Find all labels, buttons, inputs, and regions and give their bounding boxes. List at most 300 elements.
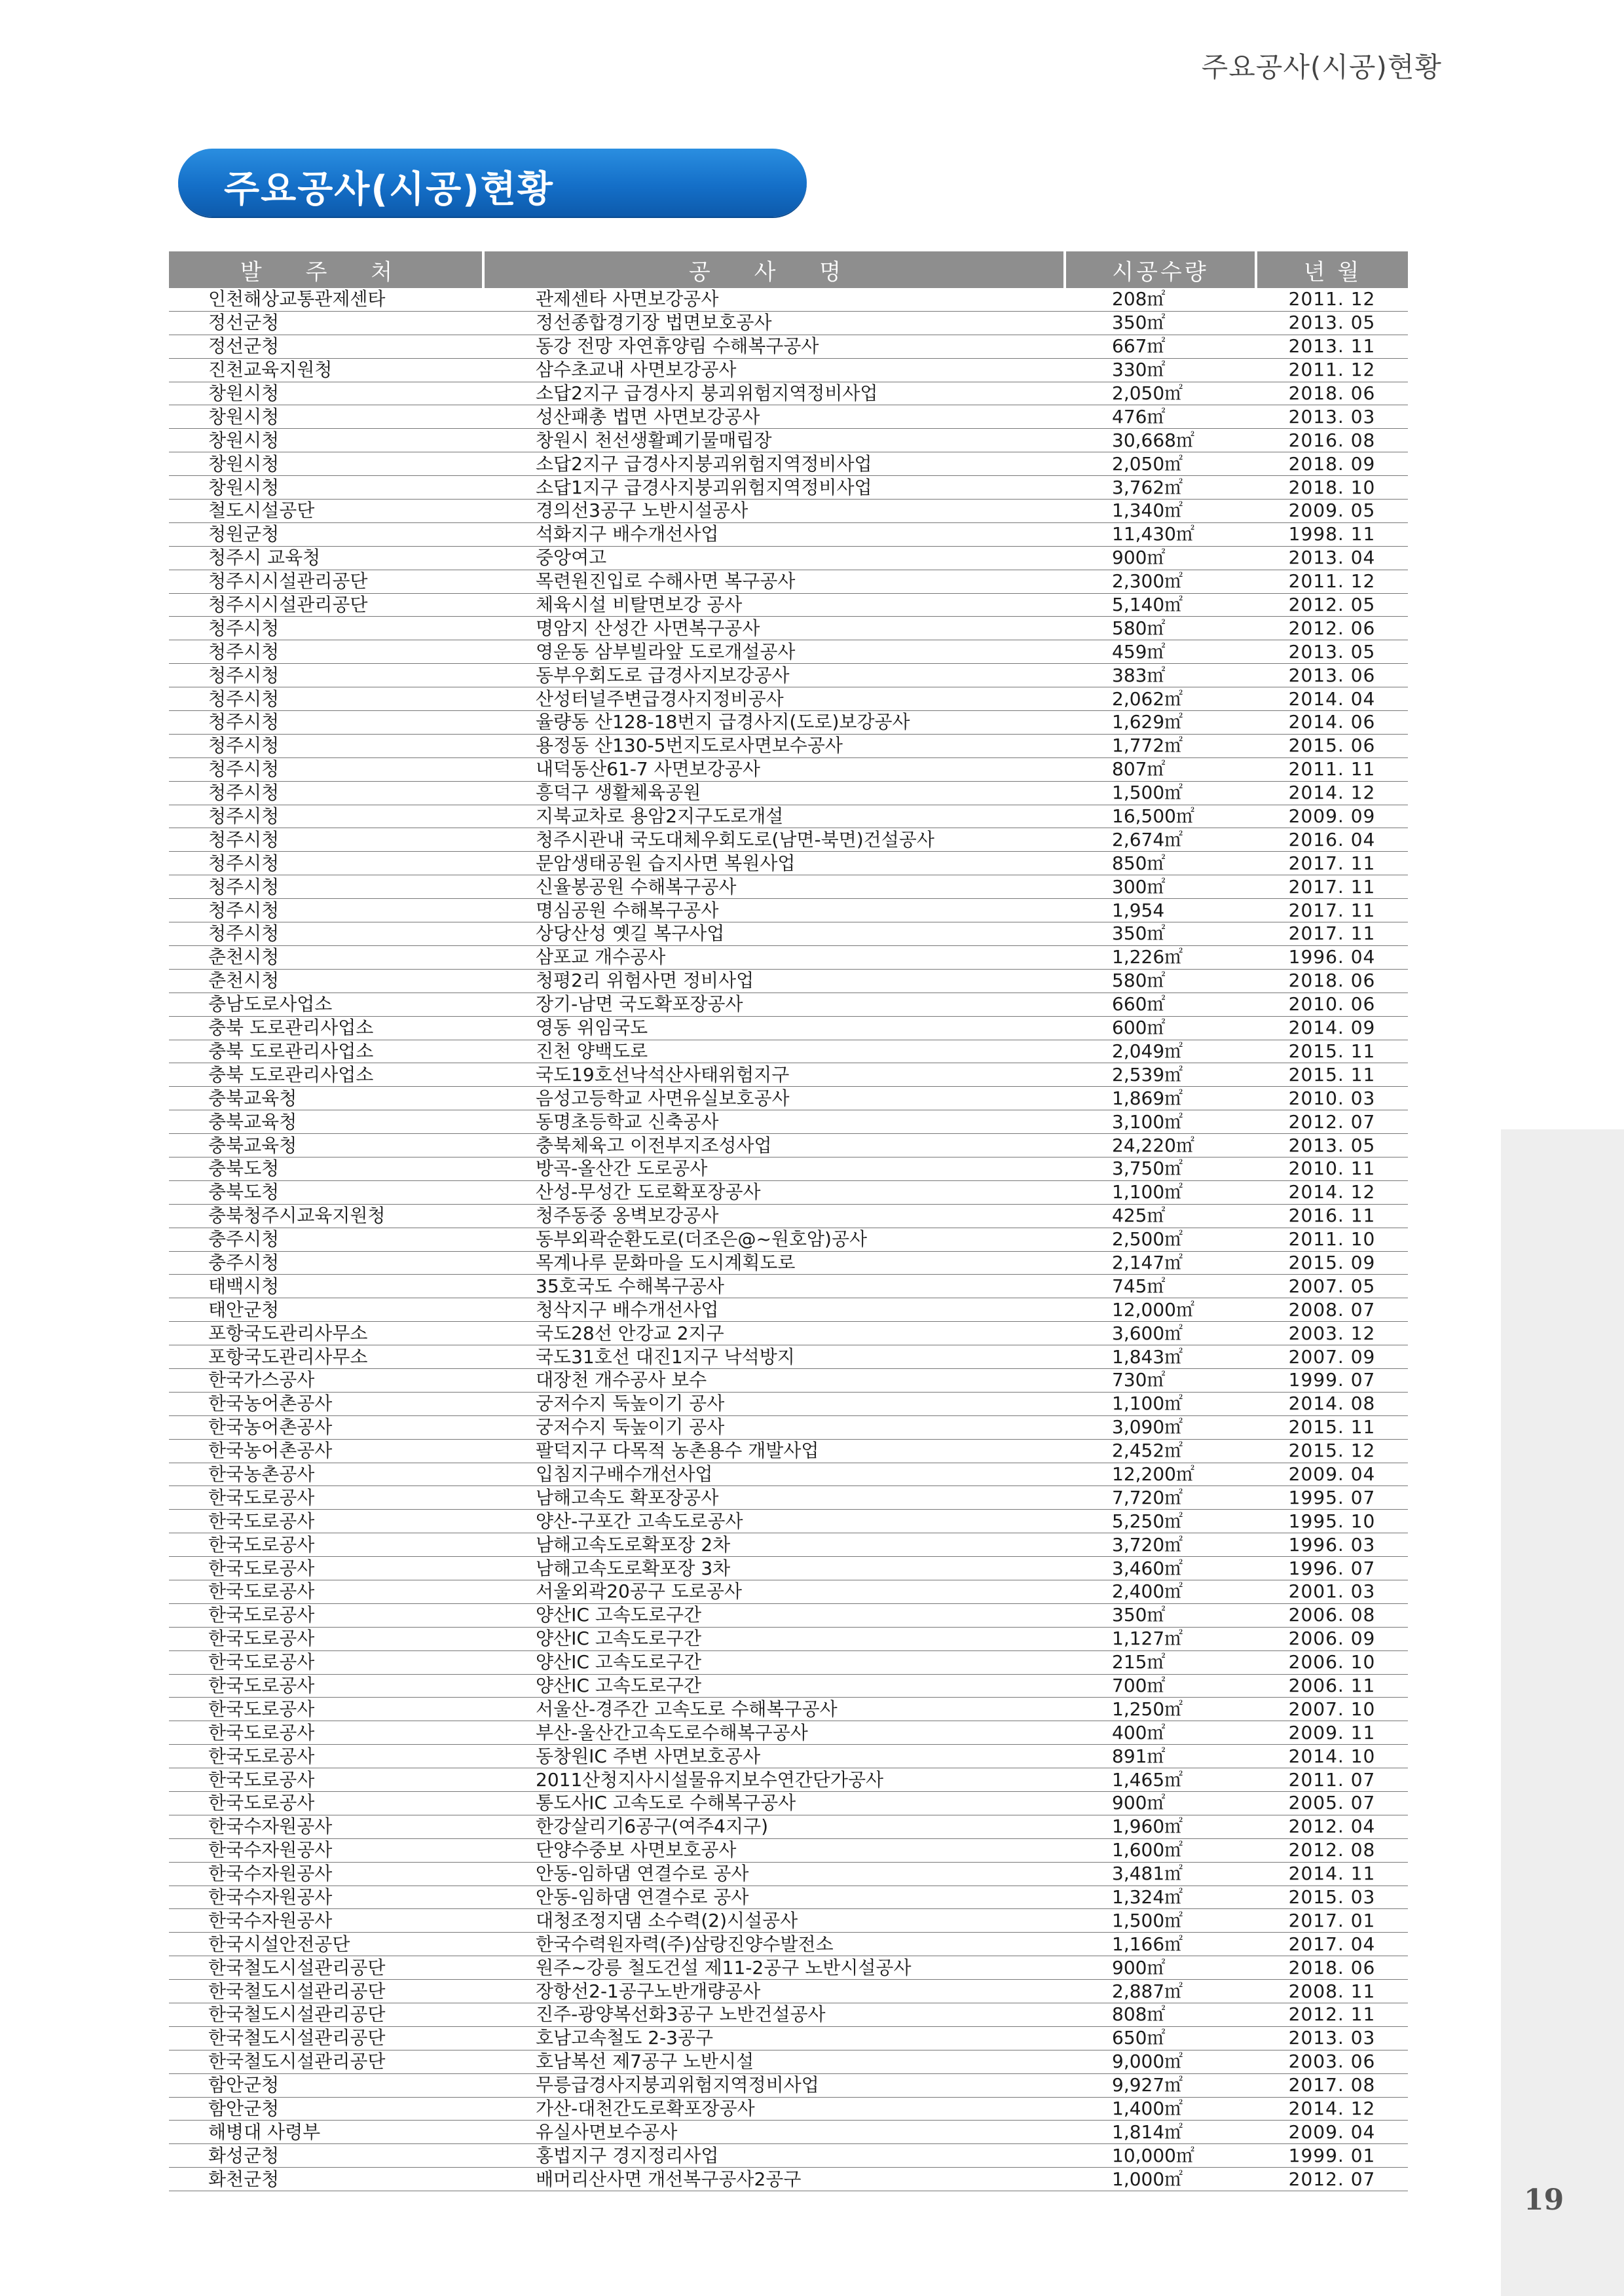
column-header-project: 공 사 명 bbox=[483, 251, 1065, 288]
row-area: 330㎡ bbox=[1065, 358, 1256, 382]
row-area: 425㎡ bbox=[1065, 1204, 1256, 1228]
table-row bbox=[169, 2097, 1408, 2121]
row-project-name: 중앙여고 bbox=[483, 546, 1065, 570]
row-area: 11,430㎡ bbox=[1065, 522, 1256, 546]
row-client: 창원시청 bbox=[169, 405, 483, 429]
row-client: 충북교육청 bbox=[169, 1087, 483, 1110]
row-client: 포항국도관리사무소 bbox=[169, 1322, 483, 1345]
row-area: 2,539㎡ bbox=[1065, 1063, 1256, 1087]
row-year-month: 2013. 03 bbox=[1256, 405, 1408, 429]
row-project-name: 동부외곽순환도로(더조은@~원호암)공사 bbox=[483, 1228, 1065, 1251]
row-area: 1,340㎡ bbox=[1065, 500, 1256, 523]
row-client: 한국수자원공사 bbox=[169, 1886, 483, 1909]
row-client: 청주시청 bbox=[169, 852, 483, 875]
row-area: 1,954 bbox=[1065, 899, 1256, 922]
row-project-name: 진천 양백도로 bbox=[483, 1040, 1065, 1063]
row-area: 24,220㎡ bbox=[1065, 1134, 1256, 1157]
row-year-month: 2015. 09 bbox=[1256, 1251, 1408, 1275]
row-area: 1,629㎡ bbox=[1065, 711, 1256, 735]
row-year-month: 2017. 11 bbox=[1256, 922, 1408, 946]
table-row bbox=[169, 1533, 1408, 1557]
row-year-month: 2018. 09 bbox=[1256, 452, 1408, 476]
row-client: 충북 도로관리사업소 bbox=[169, 1016, 483, 1040]
column-header-client: 발 주 처 bbox=[169, 251, 483, 288]
row-project-name: 궁저수지 둑높이기 공사 bbox=[483, 1415, 1065, 1439]
table-row bbox=[169, 969, 1408, 993]
table-row bbox=[169, 1627, 1408, 1650]
table-row bbox=[169, 1838, 1408, 1862]
row-client: 한국농어촌공사 bbox=[169, 1415, 483, 1439]
row-project-name: 동부우회도로 급경사지보강공사 bbox=[483, 664, 1065, 687]
row-client: 화천군청 bbox=[169, 2168, 483, 2191]
row-year-month: 2011. 11 bbox=[1256, 757, 1408, 781]
row-client: 청주시청 bbox=[169, 617, 483, 640]
table-row bbox=[169, 358, 1408, 382]
table-row bbox=[169, 1251, 1408, 1275]
row-area: 1,324㎡ bbox=[1065, 1886, 1256, 1909]
row-project-name: 가산-대천간도로확포장공사 bbox=[483, 2097, 1065, 2121]
table-row bbox=[169, 2121, 1408, 2144]
row-client: 한국철도시설관리공단 bbox=[169, 2003, 483, 2027]
row-client: 한국도로공사 bbox=[169, 1674, 483, 1698]
row-client: 태백시청 bbox=[169, 1275, 483, 1298]
row-project-name: 산성-무성간 도로확포장공사 bbox=[483, 1180, 1065, 1204]
row-project-name: 흥덕구 생활체육공원 bbox=[483, 781, 1065, 805]
row-area: 3,600㎡ bbox=[1065, 1322, 1256, 1345]
row-year-month: 2001. 03 bbox=[1256, 1580, 1408, 1603]
row-area: 16,500㎡ bbox=[1065, 805, 1256, 828]
row-project-name: 소답2지구 급경사지붕괴위험지역정비사업 bbox=[483, 452, 1065, 476]
row-year-month: 2014. 10 bbox=[1256, 1745, 1408, 1768]
table-row bbox=[169, 1322, 1408, 1345]
row-project-name: 목련원진입로 수해사면 복구공사 bbox=[483, 570, 1065, 593]
row-client: 창원시청 bbox=[169, 429, 483, 452]
table-row bbox=[169, 1721, 1408, 1745]
row-year-month: 2011. 12 bbox=[1256, 288, 1408, 311]
row-year-month: 2011. 10 bbox=[1256, 1228, 1408, 1251]
row-area: 208㎡ bbox=[1065, 288, 1256, 311]
row-area: 807㎡ bbox=[1065, 757, 1256, 781]
row-client: 함안군청 bbox=[169, 2073, 483, 2097]
table-row bbox=[169, 1228, 1408, 1251]
row-client: 충북도청 bbox=[169, 1180, 483, 1204]
table-row bbox=[169, 2050, 1408, 2073]
row-area: 745㎡ bbox=[1065, 1275, 1256, 1298]
row-area: 580㎡ bbox=[1065, 617, 1256, 640]
table-header-row bbox=[169, 251, 1408, 288]
row-year-month: 2014. 08 bbox=[1256, 1392, 1408, 1415]
row-year-month: 2011. 07 bbox=[1256, 1768, 1408, 1792]
row-area: 2,300㎡ bbox=[1065, 570, 1256, 593]
row-client: 한국철도시설관리공단 bbox=[169, 2050, 483, 2073]
row-area: 350㎡ bbox=[1065, 311, 1256, 335]
row-area: 2,049㎡ bbox=[1065, 1040, 1256, 1063]
table-row bbox=[169, 1674, 1408, 1698]
row-project-name: 양산IC 고속도로구간 bbox=[483, 1603, 1065, 1627]
table-row bbox=[169, 500, 1408, 523]
row-year-month: 2010. 06 bbox=[1256, 993, 1408, 1016]
row-area: 7,720㎡ bbox=[1065, 1486, 1256, 1510]
row-year-month: 2014. 12 bbox=[1256, 781, 1408, 805]
row-area: 2,452㎡ bbox=[1065, 1439, 1256, 1463]
table-row bbox=[169, 875, 1408, 899]
row-client: 청주시청 bbox=[169, 687, 483, 711]
row-area: 1,814㎡ bbox=[1065, 2121, 1256, 2144]
table-row bbox=[169, 1134, 1408, 1157]
table-row bbox=[169, 2026, 1408, 2050]
row-year-month: 2018. 06 bbox=[1256, 1956, 1408, 1980]
row-area: 891㎡ bbox=[1065, 1745, 1256, 1768]
row-area: 600㎡ bbox=[1065, 1016, 1256, 1040]
row-client: 한국도로공사 bbox=[169, 1721, 483, 1745]
row-client: 한국수자원공사 bbox=[169, 1815, 483, 1838]
row-year-month: 2014. 09 bbox=[1256, 1016, 1408, 1040]
row-year-month: 2014. 04 bbox=[1256, 687, 1408, 711]
row-year-month: 2007. 10 bbox=[1256, 1698, 1408, 1721]
row-project-name: 양산-구포간 고속도로공사 bbox=[483, 1510, 1065, 1533]
row-area: 1,500㎡ bbox=[1065, 781, 1256, 805]
row-area: 1,600㎡ bbox=[1065, 1838, 1256, 1862]
table-row bbox=[169, 1157, 1408, 1180]
table-row bbox=[169, 1698, 1408, 1721]
row-area: 12,200㎡ bbox=[1065, 1463, 1256, 1486]
row-client: 청주시 교육청 bbox=[169, 546, 483, 570]
row-area: 30,668㎡ bbox=[1065, 429, 1256, 452]
row-area: 3,762㎡ bbox=[1065, 476, 1256, 500]
row-project-name: 청삭지구 배수개선사업 bbox=[483, 1298, 1065, 1322]
table-row bbox=[169, 945, 1408, 969]
row-project-name: 대장천 개수공사 보수 bbox=[483, 1368, 1065, 1392]
row-project-name: 경의선3공구 노반시설공사 bbox=[483, 500, 1065, 523]
row-project-name: 동명초등학교 신축공사 bbox=[483, 1110, 1065, 1134]
row-year-month: 2007. 05 bbox=[1256, 1275, 1408, 1298]
table-row bbox=[169, 1063, 1408, 1087]
row-area: 580㎡ bbox=[1065, 969, 1256, 993]
row-project-name: 대청조정지댐 소수력(2)시설공사 bbox=[483, 1909, 1065, 1933]
construction-table-container bbox=[169, 251, 1408, 2191]
row-client: 청원군청 bbox=[169, 522, 483, 546]
row-client: 한국도로공사 bbox=[169, 1698, 483, 1721]
table-row bbox=[169, 1510, 1408, 1533]
row-project-name: 무릉급경사지붕괴위험지역정비사업 bbox=[483, 2073, 1065, 2097]
row-client: 한국도로공사 bbox=[169, 1580, 483, 1603]
row-area: 3,460㎡ bbox=[1065, 1557, 1256, 1580]
row-project-name: 상당산성 옛길 복구사업 bbox=[483, 922, 1065, 946]
row-year-month: 2013. 05 bbox=[1256, 1134, 1408, 1157]
row-client: 포항국도관리사무소 bbox=[169, 1345, 483, 1369]
table-row bbox=[169, 1603, 1408, 1627]
table-row bbox=[169, 899, 1408, 922]
row-client: 한국시설안전공단 bbox=[169, 1933, 483, 1956]
row-client: 한국수자원공사 bbox=[169, 1838, 483, 1862]
row-year-month: 2015. 11 bbox=[1256, 1040, 1408, 1063]
row-client: 충북교육청 bbox=[169, 1110, 483, 1134]
row-area: 1,166㎡ bbox=[1065, 1933, 1256, 1956]
row-area: 2,500㎡ bbox=[1065, 1228, 1256, 1251]
row-year-month: 1999. 07 bbox=[1256, 1368, 1408, 1392]
row-area: 1,960㎡ bbox=[1065, 1815, 1256, 1838]
row-year-month: 2003. 06 bbox=[1256, 2050, 1408, 2073]
row-client: 춘천시청 bbox=[169, 945, 483, 969]
row-year-month: 2010. 11 bbox=[1256, 1157, 1408, 1180]
row-year-month: 2006. 11 bbox=[1256, 1674, 1408, 1698]
row-client: 해병대 사령부 bbox=[169, 2121, 483, 2144]
row-project-name: 문암생태공원 습지사면 복원사업 bbox=[483, 852, 1065, 875]
row-client: 청주시청 bbox=[169, 757, 483, 781]
table-row bbox=[169, 2144, 1408, 2168]
row-year-month: 2008. 07 bbox=[1256, 1298, 1408, 1322]
table-row bbox=[169, 2003, 1408, 2027]
row-client: 청주시청 bbox=[169, 899, 483, 922]
row-year-month: 2012. 05 bbox=[1256, 593, 1408, 617]
table-row bbox=[169, 1768, 1408, 1792]
row-project-name: 팔덕지구 다목적 농촌용수 개발사업 bbox=[483, 1439, 1065, 1463]
row-project-name: 안동-임하댐 연결수로 공사 bbox=[483, 1886, 1065, 1909]
row-area: 900㎡ bbox=[1065, 1792, 1256, 1815]
table-row bbox=[169, 1087, 1408, 1110]
table-row bbox=[169, 664, 1408, 687]
side-shade bbox=[1501, 1129, 1624, 2296]
row-client: 한국도로공사 bbox=[169, 1792, 483, 1815]
row-area: 459㎡ bbox=[1065, 640, 1256, 664]
row-area: 9,000㎡ bbox=[1065, 2050, 1256, 2073]
row-client: 충남도로사업소 bbox=[169, 993, 483, 1016]
table-row bbox=[169, 922, 1408, 946]
table-row bbox=[169, 522, 1408, 546]
row-client: 태안군청 bbox=[169, 1298, 483, 1322]
row-year-month: 1999. 01 bbox=[1256, 2144, 1408, 2168]
row-project-name: 국도31호선 대진1지구 낙석방지 bbox=[483, 1345, 1065, 1369]
row-project-name: 음성고등학교 사면유실보호공사 bbox=[483, 1087, 1065, 1110]
row-year-month: 2003. 12 bbox=[1256, 1322, 1408, 1345]
table-row bbox=[169, 640, 1408, 664]
row-client: 충주시청 bbox=[169, 1228, 483, 1251]
row-year-month: 2007. 09 bbox=[1256, 1345, 1408, 1369]
row-project-name: 남해고속도 확포장공사 bbox=[483, 1486, 1065, 1510]
row-year-month: 2016. 08 bbox=[1256, 429, 1408, 452]
row-year-month: 2017. 11 bbox=[1256, 875, 1408, 899]
row-client: 충북 도로관리사업소 bbox=[169, 1063, 483, 1087]
row-client: 한국도로공사 bbox=[169, 1533, 483, 1557]
row-client: 청주시시설관리공단 bbox=[169, 593, 483, 617]
row-client: 충북도청 bbox=[169, 1157, 483, 1180]
table-row bbox=[169, 1415, 1408, 1439]
row-client: 창원시청 bbox=[169, 452, 483, 476]
row-year-month: 2018. 06 bbox=[1256, 969, 1408, 993]
row-year-month: 2013. 11 bbox=[1256, 335, 1408, 358]
table-row bbox=[169, 1439, 1408, 1463]
row-year-month: 2018. 06 bbox=[1256, 382, 1408, 405]
row-year-month: 1996. 07 bbox=[1256, 1557, 1408, 1580]
row-project-name: 체육시설 비탈면보강 공사 bbox=[483, 593, 1065, 617]
row-year-month: 2010. 03 bbox=[1256, 1087, 1408, 1110]
row-year-month: 2011. 12 bbox=[1256, 358, 1408, 382]
row-project-name: 서울외곽20공구 도로공사 bbox=[483, 1580, 1065, 1603]
row-client: 청주시청 bbox=[169, 805, 483, 828]
table-row bbox=[169, 1580, 1408, 1603]
row-client: 한국철도시설관리공단 bbox=[169, 1980, 483, 2003]
row-year-month: 2005. 07 bbox=[1256, 1792, 1408, 1815]
row-year-month: 2017. 08 bbox=[1256, 2073, 1408, 2097]
page-number: 19 bbox=[1524, 2183, 1564, 2217]
row-project-name: 소답1지구 급경사지붕괴위험지역정비사업 bbox=[483, 476, 1065, 500]
row-project-name: 성산패총 법면 사면보강공사 bbox=[483, 405, 1065, 429]
row-year-month: 2012. 06 bbox=[1256, 617, 1408, 640]
row-client: 청주시청 bbox=[169, 875, 483, 899]
row-year-month: 2015. 12 bbox=[1256, 1439, 1408, 1463]
row-project-name: 용정동 산130-5번지도로사면보수공사 bbox=[483, 734, 1065, 757]
table-row bbox=[169, 1650, 1408, 1674]
row-area: 3,100㎡ bbox=[1065, 1110, 1256, 1134]
table-row bbox=[169, 288, 1408, 311]
row-project-name: 청평2리 위험사면 정비사업 bbox=[483, 969, 1065, 993]
row-year-month: 2015. 03 bbox=[1256, 1886, 1408, 1909]
row-project-name: 명암지 산성간 사면복구공사 bbox=[483, 617, 1065, 640]
row-area: 1,226㎡ bbox=[1065, 945, 1256, 969]
table-row bbox=[169, 335, 1408, 358]
row-project-name: 안동-임하댐 연결수로 공사 bbox=[483, 1862, 1065, 1886]
row-project-name: 산성터널주변급경사지정비공사 bbox=[483, 687, 1065, 711]
table-row bbox=[169, 617, 1408, 640]
row-client: 충주시청 bbox=[169, 1251, 483, 1275]
row-area: 2,400㎡ bbox=[1065, 1580, 1256, 1603]
table-row bbox=[169, 1180, 1408, 1204]
row-project-name: 청주동중 옹벽보강공사 bbox=[483, 1204, 1065, 1228]
row-year-month: 1996. 03 bbox=[1256, 1533, 1408, 1557]
table-row bbox=[169, 311, 1408, 335]
row-year-month: 2013. 05 bbox=[1256, 640, 1408, 664]
row-client: 화성군청 bbox=[169, 2144, 483, 2168]
row-project-name: 진주-광양복선화3공구 노반건설공사 bbox=[483, 2003, 1065, 2027]
row-year-month: 1996. 04 bbox=[1256, 945, 1408, 969]
row-client: 한국농촌공사 bbox=[169, 1463, 483, 1486]
row-area: 350㎡ bbox=[1065, 922, 1256, 946]
row-client: 한국도로공사 bbox=[169, 1627, 483, 1650]
row-year-month: 2006. 10 bbox=[1256, 1650, 1408, 1674]
row-client: 정선군청 bbox=[169, 335, 483, 358]
row-year-month: 2012. 07 bbox=[1256, 1110, 1408, 1134]
row-client: 청주시청 bbox=[169, 640, 483, 664]
row-area: 1,400㎡ bbox=[1065, 2097, 1256, 2121]
row-year-month: 1995. 10 bbox=[1256, 1510, 1408, 1533]
table-row bbox=[169, 429, 1408, 452]
table-row bbox=[169, 452, 1408, 476]
row-client: 한국도로공사 bbox=[169, 1486, 483, 1510]
row-project-name: 충북체육고 이전부지조성사업 bbox=[483, 1134, 1065, 1157]
row-year-month: 2017. 01 bbox=[1256, 1909, 1408, 1933]
row-area: 3,720㎡ bbox=[1065, 1533, 1256, 1557]
row-project-name: 목계나루 문화마을 도시계획도로 bbox=[483, 1251, 1065, 1275]
title-banner bbox=[178, 149, 807, 217]
row-project-name: 명심공원 수해복구공사 bbox=[483, 899, 1065, 922]
row-project-name: 홍법지구 경지정리사업 bbox=[483, 2144, 1065, 2168]
table-row bbox=[169, 1980, 1408, 2003]
row-project-name: 남해고속도로확포장 2차 bbox=[483, 1533, 1065, 1557]
table-row bbox=[169, 2168, 1408, 2191]
row-client: 한국수자원공사 bbox=[169, 1909, 483, 1933]
table-row bbox=[169, 382, 1408, 405]
row-area: 2,147㎡ bbox=[1065, 1251, 1256, 1275]
running-header: 주요공사(시공)현황 bbox=[1201, 51, 1442, 83]
row-project-name: 국도28선 안강교 2지구 bbox=[483, 1322, 1065, 1345]
row-client: 진천교육지원청 bbox=[169, 358, 483, 382]
table-row bbox=[169, 1886, 1408, 1909]
table-row bbox=[169, 1933, 1408, 1956]
row-year-month: 2013. 06 bbox=[1256, 664, 1408, 687]
table-row bbox=[169, 1792, 1408, 1815]
row-year-month: 2009. 11 bbox=[1256, 1721, 1408, 1745]
row-project-name: 동창원IC 주변 사면보호공사 bbox=[483, 1745, 1065, 1768]
row-year-month: 2006. 08 bbox=[1256, 1603, 1408, 1627]
row-year-month: 2012. 04 bbox=[1256, 1815, 1408, 1838]
row-year-month: 2018. 10 bbox=[1256, 476, 1408, 500]
row-area: 1,000㎡ bbox=[1065, 2168, 1256, 2191]
row-client: 한국가스공사 bbox=[169, 1368, 483, 1392]
row-client: 청주시청 bbox=[169, 922, 483, 946]
row-year-month: 1995. 07 bbox=[1256, 1486, 1408, 1510]
row-area: 5,250㎡ bbox=[1065, 1510, 1256, 1533]
table-row bbox=[169, 828, 1408, 852]
table-row bbox=[169, 1275, 1408, 1298]
row-area: 383㎡ bbox=[1065, 664, 1256, 687]
row-client: 한국도로공사 bbox=[169, 1745, 483, 1768]
row-project-name: 남해고속도로확포장 3차 bbox=[483, 1557, 1065, 1580]
row-area: 2,674㎡ bbox=[1065, 828, 1256, 852]
row-client: 한국도로공사 bbox=[169, 1510, 483, 1533]
row-project-name: 동강 전망 자연휴양림 수해복구공사 bbox=[483, 335, 1065, 358]
row-area: 300㎡ bbox=[1065, 875, 1256, 899]
row-year-month: 2013. 04 bbox=[1256, 546, 1408, 570]
row-area: 1,250㎡ bbox=[1065, 1698, 1256, 1721]
row-client: 충북 도로관리사업소 bbox=[169, 1040, 483, 1063]
table-row bbox=[169, 734, 1408, 757]
row-area: 9,927㎡ bbox=[1065, 2073, 1256, 2097]
table-row bbox=[169, 1368, 1408, 1392]
table-row bbox=[169, 757, 1408, 781]
row-year-month: 2006. 09 bbox=[1256, 1627, 1408, 1650]
table-row bbox=[169, 852, 1408, 875]
row-year-month: 2016. 11 bbox=[1256, 1204, 1408, 1228]
row-client: 춘천시청 bbox=[169, 969, 483, 993]
row-project-name: 국도19호선낙석산사태위험지구 bbox=[483, 1063, 1065, 1087]
row-project-name: 장항선2-1공구노반개량공사 bbox=[483, 1980, 1065, 2003]
row-client: 철도시설공단 bbox=[169, 500, 483, 523]
row-project-name: 입침지구배수개선사업 bbox=[483, 1463, 1065, 1486]
row-year-month: 2013. 05 bbox=[1256, 311, 1408, 335]
row-year-month: 2009. 05 bbox=[1256, 500, 1408, 523]
row-area: 730㎡ bbox=[1065, 1368, 1256, 1392]
table-row bbox=[169, 1392, 1408, 1415]
row-project-name: 창원시 천선생활폐기물매립장 bbox=[483, 429, 1065, 452]
row-client: 창원시청 bbox=[169, 476, 483, 500]
row-client: 한국도로공사 bbox=[169, 1603, 483, 1627]
row-area: 850㎡ bbox=[1065, 852, 1256, 875]
table-row bbox=[169, 1815, 1408, 1838]
row-project-name: 방곡-올산간 도로공사 bbox=[483, 1157, 1065, 1180]
table-row bbox=[169, 711, 1408, 735]
row-project-name: 궁저수지 둑높이기 공사 bbox=[483, 1392, 1065, 1415]
row-area: 667㎡ bbox=[1065, 335, 1256, 358]
table-row bbox=[169, 1298, 1408, 1322]
row-client: 함안군청 bbox=[169, 2097, 483, 2121]
row-area: 1,772㎡ bbox=[1065, 734, 1256, 757]
row-project-name: 내덕동산61-7 사면보강공사 bbox=[483, 757, 1065, 781]
row-client: 청주시청 bbox=[169, 711, 483, 735]
row-project-name: 단양수중보 사면보호공사 bbox=[483, 1838, 1065, 1862]
table-row bbox=[169, 1486, 1408, 1510]
row-client: 청주시청 bbox=[169, 734, 483, 757]
table-row bbox=[169, 476, 1408, 500]
